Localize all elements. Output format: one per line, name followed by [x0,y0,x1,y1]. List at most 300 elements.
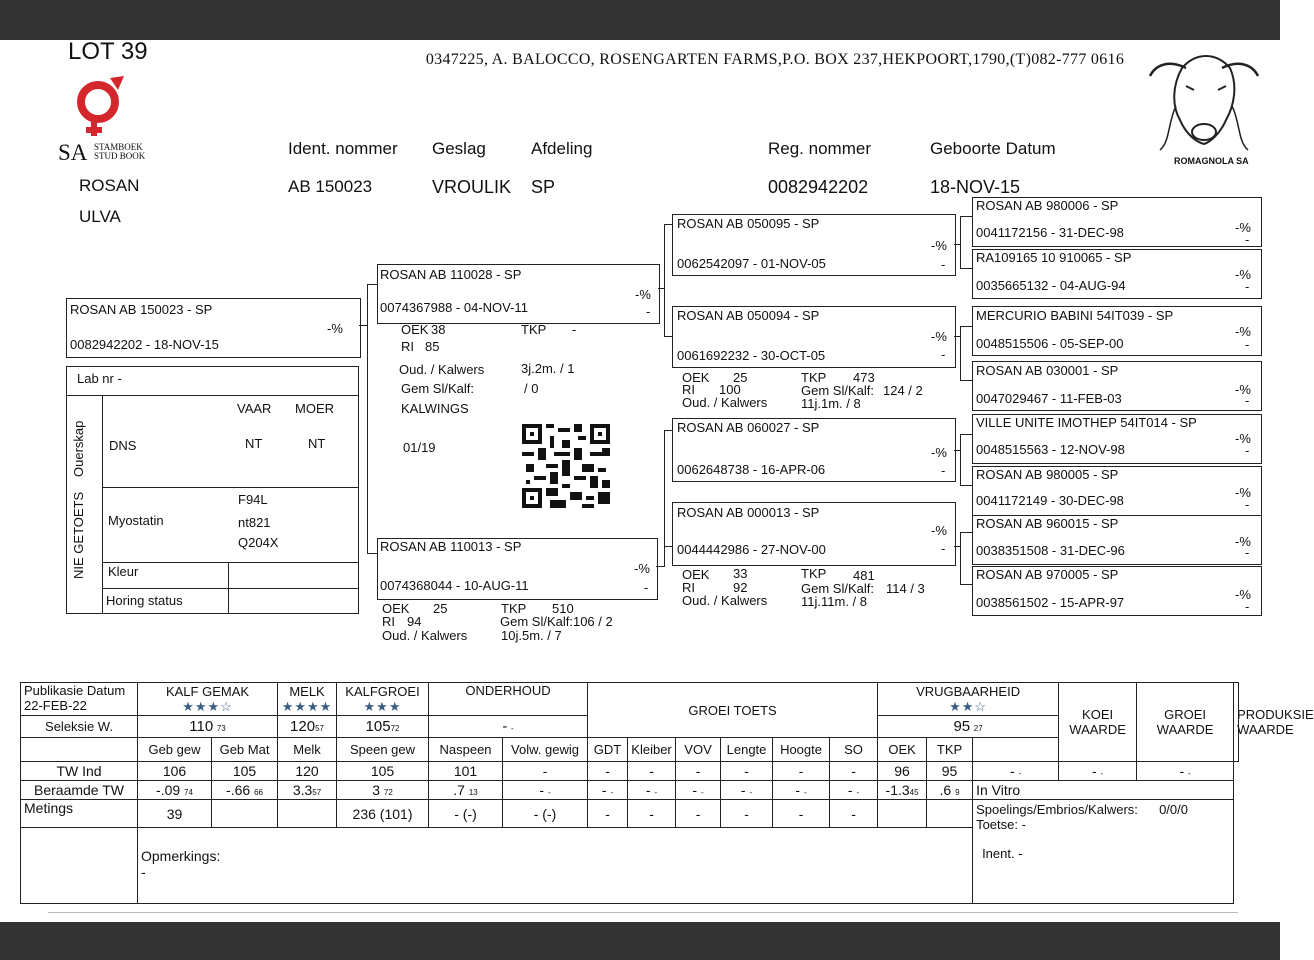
ggp-box-5 [972,414,1262,464]
ggp-reg: 0038561502 - 15-APR-97 [976,595,1125,610]
ber-value: -1.3 [885,782,910,798]
col-header: Lengte [721,738,773,762]
koei-waarde-header: KOEI WAARDE [1059,683,1137,762]
spoelings-value: 0/0/0 [1159,802,1188,817]
ber-acc: - [700,788,704,797]
ber-acc: - [856,788,860,797]
sel-melk [278,716,337,738]
ber-acc: 45 [909,788,919,797]
ggp-dash: - [1245,393,1250,408]
ggp-reg: 0048515506 - 05-SEP-00 [976,336,1124,351]
tw-cell: - [588,762,628,781]
dam-ri-label: RI [382,614,395,629]
col-header: VOV [676,738,721,762]
pub-cell [21,683,138,716]
tw-groei-value: - [1091,763,1097,779]
met-cell: 39 [138,800,212,828]
ber-acc: 57 [312,788,322,797]
gp-name: ROSAN AB 060027 - SP [677,420,820,435]
sire-tkp-label: TKP [521,322,547,337]
vrugbaarheid-header [878,683,1059,716]
gp-reg: 0044442986 - 27-NOV-00 [677,542,826,557]
studbook-text [94,143,145,161]
ber-cell [927,781,973,800]
met-cell: - [628,800,676,828]
gp1-ri: 100 [719,382,741,397]
ber-acc: 66 [254,788,263,797]
studbook-line2: STUD BOOK [94,151,146,161]
dam-pct: -% [634,561,650,576]
gp-box-1 [672,214,956,276]
met-cell [278,800,337,828]
beraamde-label: Beraamde TW [21,781,138,800]
kleur-label: Kleur [108,564,139,579]
sire-oud: 3j.2m. / 1 [521,361,575,376]
dam-oud: 10j.5m. / 7 [501,628,562,643]
vaar-header: VAAR [237,401,272,416]
ber-cell [773,781,830,800]
ber-value: -.09 [156,782,181,798]
ber-value: .7 [453,782,465,798]
met-cell: - [676,800,721,828]
met-cell: - [588,800,628,828]
gp1-gem-label: Gem Sl/Kalf: [801,383,874,398]
dam-gem: Gem Sl/Kalf:106 / 2 [500,614,613,629]
studbook-emblem-icon [66,76,136,140]
ber-value: 3.3 [292,782,313,798]
ggp-dash: - [1245,232,1250,247]
ber-cell [628,781,676,800]
gp-box-4 [672,502,956,566]
dob-value: 18-NOV-15 [930,177,1021,197]
tw-produksie [1137,762,1234,781]
gp2-oek-label: OEK [682,567,710,582]
reg-label: Reg. nommer [768,139,871,158]
melk-header [278,683,337,716]
ber-cell [676,781,721,800]
met-cell: - [721,800,773,828]
kalf-gemak-label: KALF GEMAK [165,684,250,699]
ggp-box-3 [972,306,1262,356]
met-cell [878,800,927,828]
ber-acc: - [749,788,753,797]
ber-acc: 72 [383,788,393,797]
lab-nr: Lab nr - [77,371,122,386]
ouerskap-label: Ouerskap [71,420,86,477]
gp-reg: 0061692232 - 30-OCT-05 [677,348,826,363]
col-header: SO [830,738,878,762]
ggp-name: RA109165 10 910065 - SP [976,250,1132,265]
ggp-reg: 0038351508 - 31-DEC-96 [976,543,1125,558]
metings-label: Metings [21,800,138,828]
col-header: GDT [588,738,628,762]
gp1-oek: 25 [733,370,748,385]
ber-cell [138,781,212,800]
ggp-dash: - [1245,599,1250,614]
sel-kg-value: 105 [365,718,391,735]
dam-dash: - [644,580,649,595]
sire-reg: 0074367988 - 04-NOV-11 [380,300,528,315]
ber-value: - [601,782,607,798]
ggp-reg: 0041172149 - 30-DEC-98 [976,493,1124,508]
sel-kalf-gemak [138,716,278,738]
sel-vrug-acc: 27 [973,724,983,733]
inent-text: Inent. - [982,846,1023,861]
dam-oek-label: OEK [382,601,410,616]
breeder-info: 0347225, A. BALOCCO, ROSENGARTEN FARMS,P.O. BOX 237,HEKPOORT,1790,(T)082-777 0616 [425,51,1125,68]
ber-acc: - [654,788,658,797]
gp-name: ROSAN AB 000013 - SP [677,505,820,520]
gp1-ri-label: RI [682,382,695,397]
ber-acc: - [610,788,614,797]
ggp-name: VILLE UNITE IMOTHEP 54IT014 - SP [976,415,1197,430]
ber-value: 3 [372,782,381,798]
kalwings-date: 01/19 [403,440,436,455]
ident-label: Ident. nommer [288,139,398,158]
animal-name-2: ULVA [79,207,121,226]
ber-acc: 13 [468,788,478,797]
col-header: Speen gew [337,738,429,762]
gp2-gem-label: Gem Sl/Kalf: [801,581,874,596]
in-vitro-label: In Vitro [973,781,1234,800]
toetse-text: Toetse: - [976,817,1026,832]
myostatin-label: Myostatin [108,513,164,528]
kalfgroei-label: KALFGROEI [345,684,420,699]
dam-tkp-label: TKP [501,601,527,616]
groei-waarde-header: GROEI WAARDE [1137,683,1234,762]
moer-header: MOER [295,401,334,416]
sa-letters: SA [58,140,88,165]
reg-value: 0082942202 [768,177,869,197]
ber-value: -.66 [226,782,251,798]
sel-kg-acc: 72 [390,724,400,733]
animal-name-1: ROSAN [79,176,140,195]
gp1-oud: 11j.1m. / 8 [801,396,861,411]
tw-cell: 120 [278,762,337,781]
opmerkings-label: Opmerkings: [141,848,221,864]
sire-oek: 38 [431,322,446,337]
ber-value: - [645,782,651,798]
ggp-name: MERCURIO BABINI 54IT039 - SP [976,308,1174,323]
met-cell [927,800,973,828]
ggp-pct: -% [1235,324,1251,339]
met-cell: - [830,800,878,828]
tw-cell: 105 [337,762,429,781]
breeding-values-table [20,682,1314,904]
ber-acc: 74 [184,788,193,797]
dam-tkp: 510 [552,601,574,616]
bull-head-icon [1146,46,1262,158]
melk-label: MELK [289,684,325,699]
sel-melk-value: 120 [290,718,316,735]
tw-koei-value: - [1009,763,1015,779]
gp1-tkp: 473 [853,370,875,385]
tw-prod-value: - [1179,763,1185,779]
gp2-tkp: 481 [853,568,875,583]
kalfgroei-stars: ★★★ [363,699,402,714]
sire-gem-label: Gem Sl/Kalf: [401,381,474,396]
ber-acc: - [547,788,551,797]
melk-stars: ★★★★ [281,699,333,714]
tw-prod-acc: - [1188,769,1191,778]
myostatin-q204x: Q204X [238,535,279,550]
col-header: Hoogte [773,738,830,762]
gp-dash: - [941,541,946,556]
gp2-tkp-label: TKP [801,566,827,581]
ber-cell [503,781,588,800]
vrugbaarheid-label: VRUGBAARHEID [916,684,1021,699]
dam-oek: 25 [433,601,448,616]
ggp-reg: 0048515563 - 12-NOV-98 [976,442,1125,457]
ggp-pct: -% [1235,587,1251,602]
opmerkings-cell [138,828,973,904]
dam-name: ROSAN AB 110013 - SP [380,539,522,554]
ber-value: - [740,782,746,798]
ggp-pct: -% [1235,431,1251,446]
gp1-oud-label: Oud. / Kalwers [682,395,768,410]
ggp-box-1 [972,197,1262,247]
ggp-box-4 [972,361,1262,411]
sel-kalf-value: 110 [189,718,214,735]
ident-value: AB 150023 [288,177,373,196]
horing-label: Horing status [106,593,183,608]
geslag-label: Geslag [432,139,486,158]
sire-dash: - [646,304,651,319]
ggp-pct: -% [1235,220,1251,235]
gp2-ri-label: RI [682,580,695,595]
ber-cell [830,781,878,800]
gp-dash: - [941,463,946,478]
tw-cell: - [773,762,830,781]
seleksie-label: Seleksie W. [21,716,138,738]
opmerkings-value: - [141,864,146,880]
col-header: Naspeen [429,738,503,762]
ggp-name: ROSAN AB 970005 - SP [976,567,1119,582]
ber-value: - [692,782,698,798]
qr-code-icon [522,424,610,508]
spoelings-label: Spoelings/Embrios/Kalwers: [976,802,1138,817]
sire-ri-label: RI [401,339,414,354]
ggp-box-8 [972,566,1262,616]
gp2-oud-label: Oud. / Kalwers [682,593,768,608]
col-header: Geb Mat [212,738,278,762]
sire-tkp: - [572,322,577,337]
dob-label: Geboorte Datum [930,139,1056,158]
met-cell: - (-) [503,800,588,828]
self-pct: -% [327,321,343,336]
met-cell [212,800,278,828]
ber-cell [212,781,278,800]
sire-oud-label: Oud. / Kalwers [399,362,485,377]
tw-cell: - [503,762,588,781]
gp-box-3 [672,418,956,482]
ber-cell [721,781,773,800]
notes-panel [973,800,1234,904]
sire-oek-label: OEK [401,322,429,337]
ber-value: .6 [939,782,952,798]
ggp-dash: - [1245,497,1250,512]
sel-kalfgroei [337,716,429,738]
sire-gem: / 0 [524,381,539,396]
ggp-pct: -% [1235,534,1251,549]
dns-label: DNS [109,438,137,453]
sel-vrug-value: 95 [953,718,971,735]
ggp-dash: - [1245,443,1250,458]
self-pedigree-box [66,298,361,358]
gp2-oud: 11j.11m. / 8 [801,594,867,609]
kalwings-label: KALWINGS [401,401,469,416]
gp1-oek-label: OEK [682,370,710,385]
ber-cell [337,781,429,800]
ggp-box-7 [972,515,1262,565]
pub-date: 22-FEB-22 [24,698,87,713]
gp1-tkp-label: TKP [801,370,827,385]
gp-name: ROSAN AB 050094 - SP [677,308,820,323]
pub-label: Publikasie Datum [24,683,126,698]
tw-cell: 106 [138,762,212,781]
ggp-reg: 0047029467 - 11-FEB-03 [976,391,1122,406]
top-bar [0,0,1280,40]
ggp-pct: -% [1235,382,1251,397]
met-cell: 236 (101) [337,800,429,828]
sire-name: ROSAN AB 110028 - SP [380,267,522,282]
met-cell: - (-) [429,800,503,828]
tw-cell: - [721,762,773,781]
gp-pct: -% [931,523,947,538]
dns-moer: NT [308,436,326,451]
ggp-dash: - [1245,545,1250,560]
footer-rule [48,912,1238,913]
col-header: OEK [878,738,927,762]
gp-pct: -% [931,329,947,344]
ggp-name: ROSAN AB 030001 - SP [976,363,1119,378]
ber-cell [878,781,927,800]
met-cell: - [773,800,830,828]
dam-oud-label: Oud. / Kalwers [382,628,468,643]
gp2-gem: 114 / 3 [886,581,925,596]
ber-cell [278,781,337,800]
col-header: TKP [927,738,973,762]
geslag-value: VROULIK [432,177,512,197]
tw-cell: - [676,762,721,781]
ber-value: - [539,782,545,798]
ggp-name: ROSAN AB 960015 - SP [976,516,1119,531]
tw-cell: 95 [927,762,973,781]
onderhoud-header: ONDERHOUD [429,683,588,716]
tw-cell: 101 [429,762,503,781]
ggp-pct: -% [1235,267,1251,282]
ber-cell [588,781,628,800]
ber-acc: - [803,788,807,797]
myostatin-f94l: F94L [238,492,268,507]
tests-panel [66,366,359,614]
gp-pct: -% [931,445,947,460]
ber-value: - [795,782,801,798]
sire-box [377,264,660,324]
gp-pct: -% [931,238,947,253]
sa-studbook-logo [66,76,136,140]
ggp-reg: 0035665132 - 04-AUG-94 [976,278,1126,293]
gp-reg: 0062648738 - 16-APR-06 [677,462,826,477]
ggp-name: ROSAN AB 980006 - SP [976,198,1119,213]
afdeling-value: SP [531,177,556,197]
gp-name: ROSAN AB 050095 - SP [677,216,820,231]
spoelings-row [976,802,1230,817]
sel-melk-acc: 57 [315,724,324,733]
ggp-dash: - [1245,279,1250,294]
gp-reg: 0062542097 - 01-NOV-05 [677,256,826,271]
col-header: Kleiber [628,738,676,762]
sire-ri: 85 [425,339,440,354]
tw-koei-acc: - [1018,769,1022,778]
sire-pct: -% [635,287,651,302]
gp-dash: - [941,257,946,272]
dam-ri: 94 [407,614,422,629]
col-header: Melk [278,738,337,762]
kalf-gemak-header [138,683,278,716]
tw-cell: - [830,762,878,781]
sel-onderhoud [429,716,588,738]
kalf-gemak-stars: ★★★☆ [182,699,233,714]
ggp-box-6 [972,466,1262,516]
header-spacer [21,738,138,762]
tw-label: TW Ind [21,762,138,781]
lot-number: LOT 39 [68,38,148,65]
gp2-oek: 33 [733,566,748,581]
kalfgroei-header [337,683,429,716]
vrugbaarheid-stars: ★★☆ [949,699,988,714]
col-header: Geb gew [138,738,212,762]
groei-toets-header: GROEI TOETS [588,683,878,738]
ggp-pct: -% [1235,485,1251,500]
ber-acc: 9 [955,788,960,797]
myostatin-nt821: nt821 [238,515,271,530]
tw-groei [1059,762,1137,781]
ggp-name: ROSAN AB 980005 - SP [976,467,1119,482]
dns-vaar: NT [245,436,263,451]
ber-cell [429,781,503,800]
opmerkings-spacer [21,828,138,904]
sel-kalf-acc: 73 [216,724,226,733]
gp2-ri: 92 [733,580,748,595]
studbook-line1: STAMBOEK [94,142,143,152]
tw-groei-acc: - [1100,769,1104,778]
dam-reg: 0074368044 - 10-AUG-11 [380,578,529,593]
ggp-dash: - [1245,337,1250,352]
dam-box [377,538,658,600]
afdeling-label: Afdeling [531,139,593,158]
sel-onder-acc: - [511,724,514,733]
col-header: Volw. gewig [503,738,588,762]
tw-koei [973,762,1059,781]
romagnola-logo [1146,46,1262,158]
self-reg: 0082942202 - 18-NOV-15 [70,337,219,352]
gp-dash: - [941,347,946,362]
produksie-waarde-header: PRODUKSIE WAARDE [1234,683,1239,762]
ggp-box-2 [972,249,1262,299]
gp-box-2 [672,306,956,368]
nie-getoets-label: NIE GETOETS [71,491,86,579]
tw-cell: - [628,762,676,781]
tw-cell: 105 [212,762,278,781]
bottom-bar [0,922,1280,960]
sel-onder-value: - [502,718,508,735]
gp1-gem: 124 / 2 [883,383,923,398]
tw-cell: 96 [878,762,927,781]
romagnola-text: ROMAGNOLA SA [1174,156,1249,166]
ggp-reg: 0041172156 - 31-DEC-98 [976,225,1124,240]
self-name: ROSAN AB 150023 - SP [70,302,213,317]
